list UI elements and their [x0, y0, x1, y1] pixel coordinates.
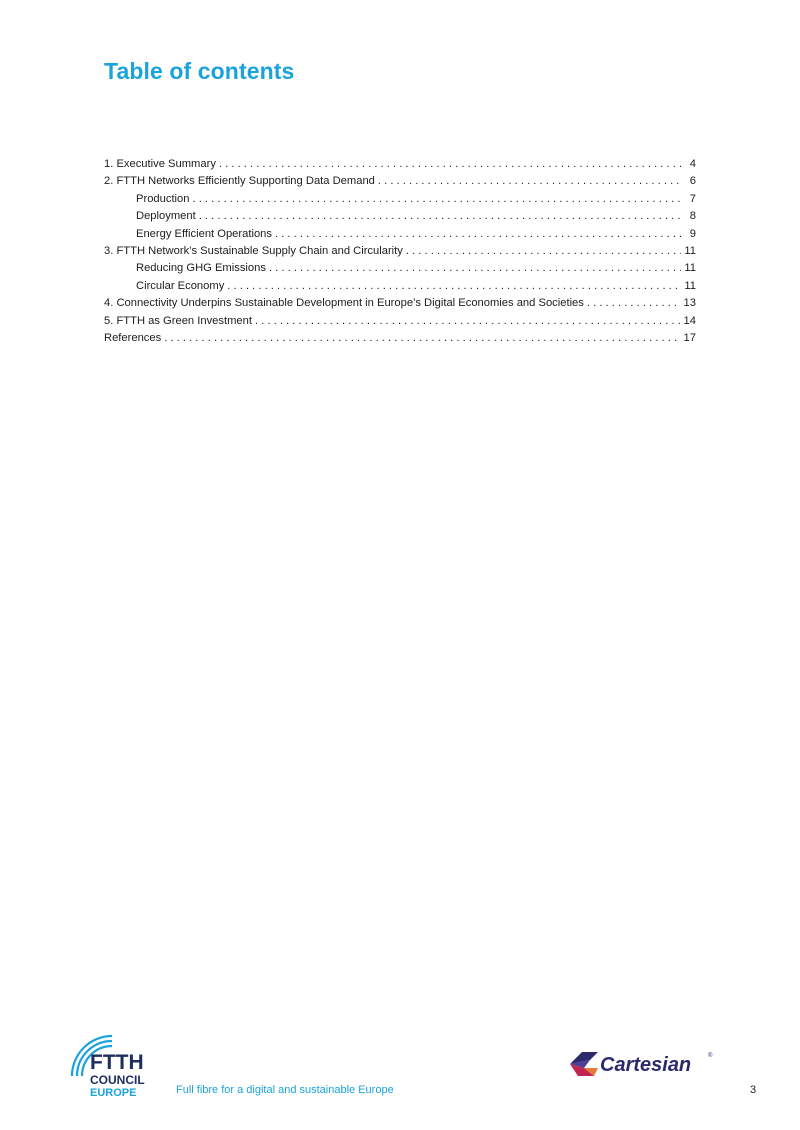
- dot-leader: [269, 260, 681, 277]
- toc-subentry[interactable]: [104, 226, 696, 243]
- toc-entry-page: 4: [689, 158, 696, 170]
- toc-entry-label: 1. Executive Summary: [104, 158, 216, 170]
- dot-leader: [255, 313, 681, 330]
- toc-entry-label: Deployment: [136, 210, 196, 223]
- logo-europe-text: EUROPE: [90, 1087, 137, 1098]
- toc-entry-label: References: [104, 331, 162, 344]
- page-title: Table of contents: [104, 58, 295, 84]
- dot-leader: [219, 156, 681, 173]
- cartesian-mark-icon: [570, 1052, 598, 1076]
- toc-subentry[interactable]: [104, 260, 696, 277]
- dot-leader: [275, 226, 681, 243]
- cartesian-logo: [568, 1046, 716, 1080]
- cartesian-wordmark: Cartesian: [600, 1054, 692, 1076]
- toc-subentry[interactable]: [104, 278, 696, 295]
- logo-council-text: COUNCIL: [90, 1073, 145, 1087]
- toc-entry-page: 6: [689, 175, 696, 188]
- toc-entry-label: Energy Efficient Operations: [136, 227, 272, 240]
- toc-entry-label: 3. FTTH Network’s Sustainable Supply Chain and Circularity: [104, 244, 403, 257]
- dot-leader: [406, 243, 681, 260]
- table-of-contents: [104, 156, 696, 347]
- toc-entry-page: 14: [683, 314, 696, 327]
- toc-entry-label: Reducing GHG Emissions: [136, 262, 266, 275]
- dot-leader: [587, 295, 681, 312]
- toc-entry-page: 9: [689, 227, 696, 240]
- toc-entry[interactable]: [104, 156, 696, 173]
- toc-subentry[interactable]: [104, 191, 696, 208]
- page-number: 3: [750, 1084, 757, 1096]
- toc-entry-page: 17: [683, 331, 696, 344]
- logo-ftth-text: FTTH: [90, 1051, 144, 1074]
- ftth-council-europe-logo: [66, 1032, 162, 1098]
- toc-entry-label: 2. FTTH Networks Efficiently Supporting Data Demand: [104, 175, 375, 188]
- toc-entry-page: 11: [684, 262, 696, 275]
- toc-entry[interactable]: [104, 295, 696, 312]
- toc-entry-label: Circular Economy: [136, 279, 225, 292]
- toc-entry-page: 13: [683, 297, 696, 310]
- dot-leader: [199, 208, 681, 225]
- toc-entry-label: Production: [136, 192, 190, 205]
- dot-leader: [193, 191, 682, 208]
- toc-entry[interactable]: [104, 313, 696, 330]
- dot-leader: [378, 173, 681, 190]
- toc-entry-label: 4. Connectivity Underpins Sustainable Development in Europe’s Digital Economies and Societies: [104, 297, 584, 310]
- dot-leader: [164, 330, 680, 347]
- toc-entry-label: 5. FTTH as Green Investment: [104, 314, 252, 327]
- toc-subentry[interactable]: [104, 208, 696, 225]
- toc-entry-page: 7: [689, 192, 696, 205]
- toc-entry-page: 8: [689, 210, 696, 223]
- toc-entry-page: 11: [684, 279, 696, 292]
- dot-leader: [227, 278, 681, 295]
- toc-entry[interactable]: [104, 243, 696, 260]
- toc-entry[interactable]: [104, 173, 696, 190]
- toc-entry-page: 11: [684, 244, 696, 257]
- registered-mark-icon: ®: [708, 1053, 713, 1059]
- footer-tagline: Full fibre for a digital and sustainable Europe: [176, 1084, 394, 1096]
- toc-entry[interactable]: [104, 330, 696, 347]
